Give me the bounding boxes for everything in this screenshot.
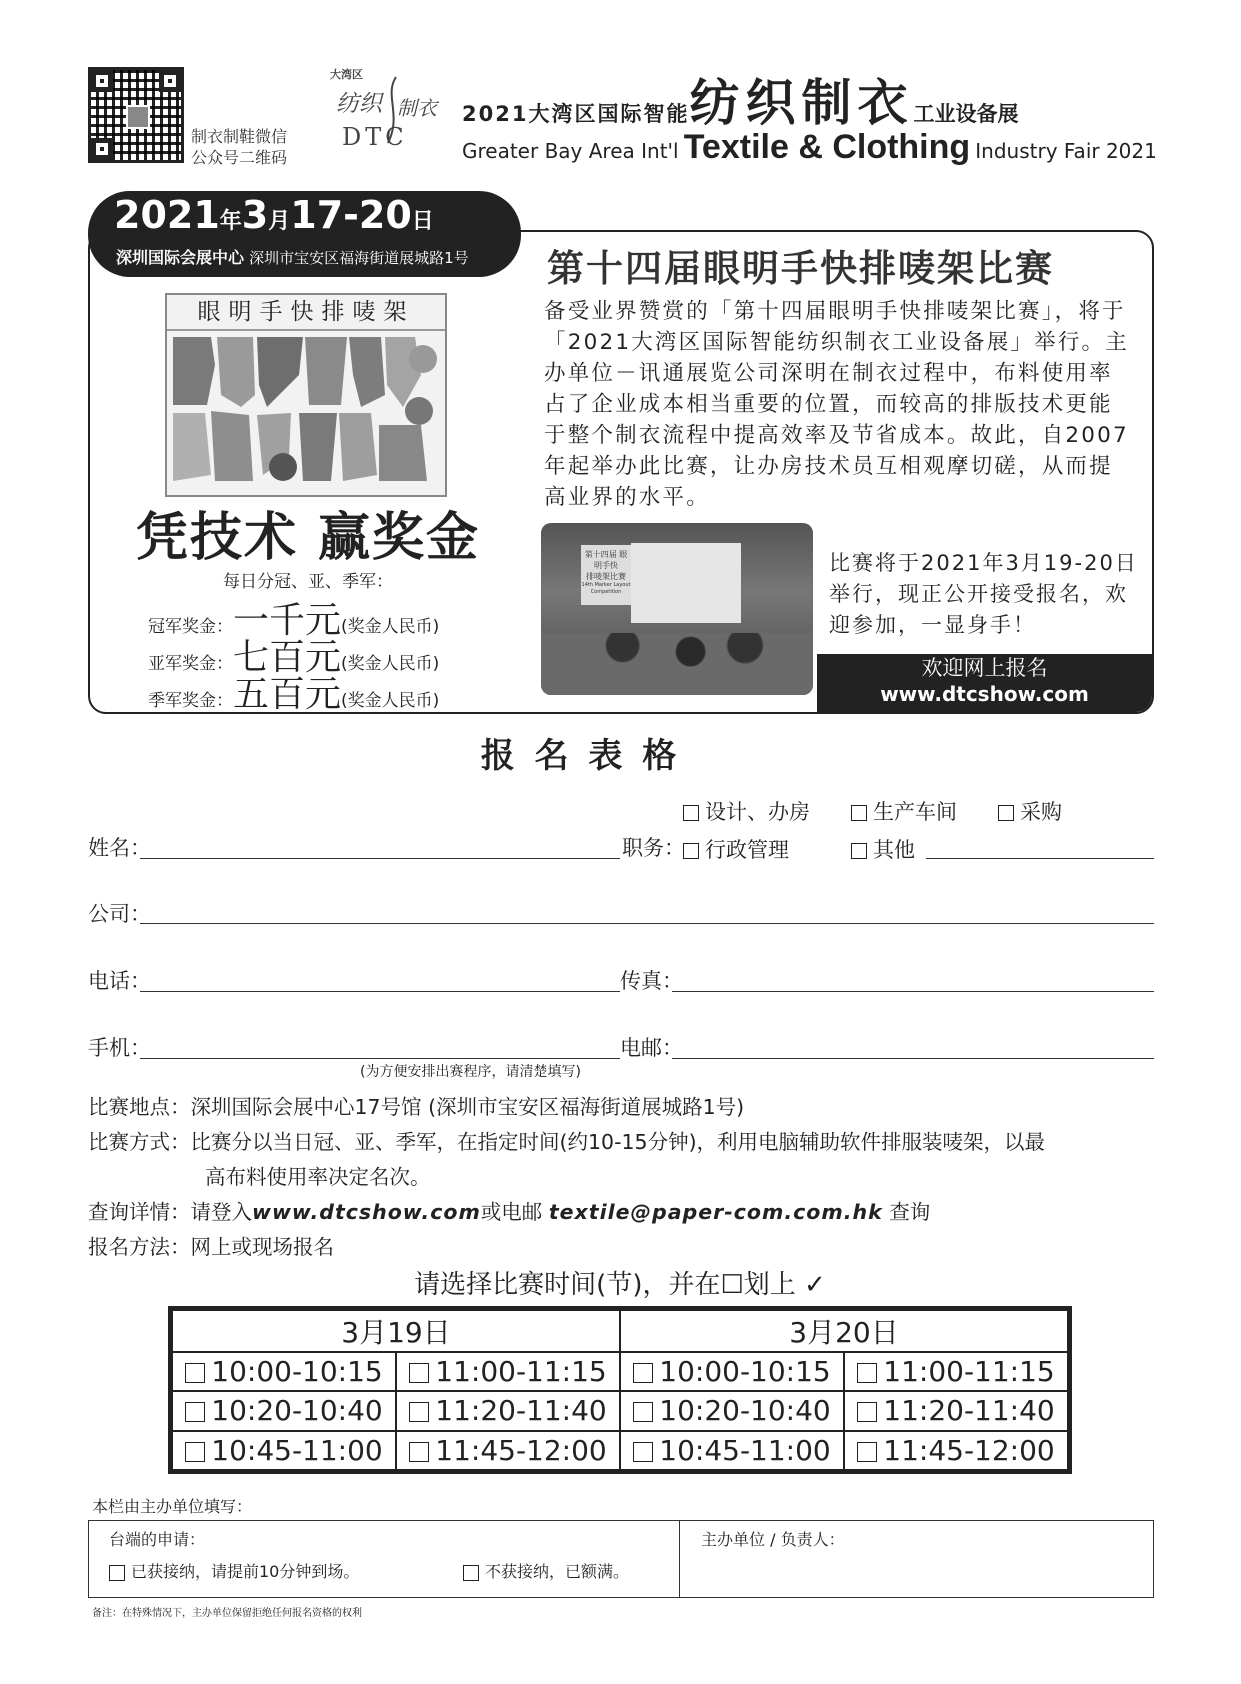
info-method-label: 比赛方式： <box>88 1130 191 1154</box>
slot-time: 10:00-10:15 <box>211 1355 383 1389</box>
dtc-logo <box>330 63 450 163</box>
photo-sign-line3: 14th Marker Layout Competition <box>581 582 631 595</box>
slot-checkbox[interactable] <box>844 1391 1068 1430</box>
slot-time: 10:45-11:00 <box>659 1433 831 1467</box>
logo-top-text: 大湾区 <box>330 68 363 81</box>
prize-list <box>148 592 440 715</box>
info-method <box>88 1125 1045 1160</box>
slot-checkbox[interactable] <box>844 1431 1068 1470</box>
slot-time: 10:20-10:40 <box>211 1394 383 1428</box>
rejected-label: 不获接纳，已额满。 <box>485 1562 630 1581</box>
title-en-suffix: Industry Fair 2021 <box>975 139 1157 163</box>
option-other-label: 其他 <box>873 838 915 862</box>
slot-time: 10:45-11:00 <box>211 1433 383 1467</box>
slot-checkbox[interactable] <box>396 1391 620 1430</box>
prize-note: (奖金人民币) <box>341 617 440 637</box>
other-position-field[interactable] <box>926 858 1154 859</box>
pattern-pieces-icon <box>171 335 439 483</box>
option-purchasing-checkbox[interactable] <box>998 796 1062 826</box>
daily-prize-note: 每日分冠、亚、季军： <box>223 572 393 592</box>
email-field[interactable] <box>672 1058 1154 1059</box>
fax-label: 传真： <box>620 969 683 993</box>
date-day-unit: 日 <box>411 209 434 234</box>
info-enquiry-mid: 或电邮 <box>480 1200 549 1224</box>
wechat-qr-code <box>88 67 184 163</box>
logo-cn1: 纺织 <box>336 91 382 117</box>
phone-field[interactable] <box>140 991 620 992</box>
schedule-instruction: 请选择比赛时间(节)，并在☐划上 ✓ <box>414 1270 826 1300</box>
fair-title-cn <box>462 73 1019 132</box>
info-enquiry-label: 查询详情： <box>88 1200 191 1224</box>
prize-amount: 五百元 <box>233 674 342 715</box>
audience <box>541 633 813 695</box>
fair-title-en <box>462 128 1157 167</box>
title-cn-suffix: 工业设备展 <box>913 102 1019 126</box>
date-days: 17-20 <box>290 193 412 237</box>
slogan: 凭技术 赢奖金 <box>135 508 481 568</box>
slot-time: 11:00-11:15 <box>435 1355 607 1389</box>
info-enquiry-pre: 请登入 <box>190 1200 252 1224</box>
option-admin-checkbox[interactable] <box>683 838 789 862</box>
prize-note: (奖金人民币) <box>341 654 440 674</box>
qr-caption <box>191 126 287 168</box>
slot-time: 11:45-12:00 <box>435 1433 607 1467</box>
prize-label: 季军奖金： <box>148 691 233 711</box>
slot-checkbox[interactable] <box>396 1431 620 1470</box>
title-en-prefix: Greater Bay Area Int'l <box>462 139 679 163</box>
contest-announcement: 比赛将于2021年3月19-20日举行，现正公开接受报名，欢迎参加，一显身手！ <box>829 551 1138 637</box>
logo-en: DTC <box>342 123 408 151</box>
office-divider <box>679 1521 680 1597</box>
slot-checkbox[interactable] <box>396 1352 620 1391</box>
info-enquiry-post: 查询 <box>882 1200 931 1224</box>
logo-cn2: 制衣 <box>397 96 437 120</box>
info-signup-value: 网上或现场报名 <box>190 1235 334 1259</box>
accepted-label: 已获接纳，请提前10分钟到场。 <box>131 1562 360 1581</box>
slot-time: 10:20-10:40 <box>659 1394 831 1428</box>
slot-time: 11:00-11:15 <box>883 1355 1055 1389</box>
fax-field[interactable] <box>672 991 1154 992</box>
slot-checkbox[interactable] <box>172 1431 396 1470</box>
mobile-field[interactable] <box>140 1058 620 1059</box>
slot-checkbox[interactable] <box>172 1391 396 1430</box>
enquiry-email-link[interactable]: textile@paper-com.com.hk <box>548 1200 883 1224</box>
marker-layout-illustration <box>165 293 447 497</box>
slot-time: 11:20-11:40 <box>435 1394 607 1428</box>
option-purchasing-label: 采购 <box>1020 800 1062 824</box>
form-title <box>0 728 1241 777</box>
info-method-value-1: 比赛分以当日冠、亚、季军，在指定时间(约10-15分钟)，利用电脑辅助软件排服装唛架，以最 <box>190 1130 1046 1154</box>
info-section <box>88 1090 1045 1265</box>
contest-description: 备受业界赞赏的「第十四届眼明手快排唛架比赛」，将于「2021大湾区国际智能纺织制衣工业设备展」举行。主办单位－讯通展览公司深明在制衣过程中，布料使用率占了企业成本相当重要的位置，而较高的排版技术更能于整个制衣流程中提高效率及节省成本。故此，自2007年起举办此比赛，让办房技术员互相观摩切磋，从而提高业界的水平。 <box>544 299 1129 510</box>
name-label: 姓名： <box>88 836 151 860</box>
slot-checkbox[interactable] <box>620 1391 844 1430</box>
office-use-box <box>88 1520 1154 1598</box>
date-month-unit: 月 <box>268 209 291 234</box>
photo-sign-line1: 第十四届 眼明手快 <box>584 550 628 570</box>
title-en-big: Textile & Clothing <box>683 128 971 166</box>
position-options-row1 <box>683 796 1062 826</box>
signup-url-link[interactable]: www.dtcshow.com <box>880 682 1089 706</box>
projection-screen <box>631 543 741 623</box>
contest-title: 第十四届眼明手快排唛架比赛 <box>547 247 1054 290</box>
event-date <box>114 193 434 237</box>
company-label: 公司： <box>88 902 151 926</box>
slot-time: 10:00-10:15 <box>659 1355 831 1389</box>
phone-label: 电话： <box>88 969 151 993</box>
option-other-checkbox[interactable] <box>851 834 915 864</box>
prize-note: (奖金人民币) <box>341 691 440 711</box>
info-signup <box>88 1230 1045 1265</box>
form-title-text: 报 名 表 格 <box>480 736 681 776</box>
info-venue <box>88 1090 1045 1125</box>
photo-sign-line2: 排唛架比赛 <box>586 572 626 581</box>
online-signup-bar <box>817 654 1152 712</box>
option-design-label: 设计、办房 <box>705 800 810 824</box>
organizer-label: 主办单位 / 负责人： <box>701 1530 845 1549</box>
slot-time: 11:20-11:40 <box>883 1394 1055 1428</box>
title-cn-prefix: 2021大湾区国际智能 <box>462 102 690 126</box>
date-pill <box>88 191 521 277</box>
accepted-checkbox[interactable] <box>109 1559 359 1582</box>
day-header-0319: 3月19日 <box>172 1310 620 1352</box>
option-production-label: 生产车间 <box>873 800 957 824</box>
slot-checkbox[interactable] <box>620 1352 844 1391</box>
prize-row-third <box>148 666 440 715</box>
name-field[interactable] <box>140 858 620 859</box>
info-venue-value: 深圳国际会展中心17号馆 (深圳市宝安区福海街道展城路1号) <box>190 1095 745 1119</box>
contest-photo <box>541 523 813 695</box>
slot-checkbox[interactable] <box>172 1352 396 1391</box>
prize-row-champion <box>148 592 440 641</box>
option-production-checkbox[interactable] <box>851 796 957 826</box>
booth-label: 台端的申请： <box>109 1530 206 1549</box>
schedule-table <box>168 1306 1072 1474</box>
slot-checkbox[interactable] <box>620 1431 844 1470</box>
position-options-row2 <box>683 834 915 864</box>
event-venue <box>116 245 469 268</box>
office-header: 本栏由主办单位填写： <box>92 1497 253 1516</box>
option-design-checkbox[interactable] <box>683 800 810 824</box>
online-signup-label: 欢迎网上报名 <box>921 656 1048 680</box>
prize-label: 冠军奖金： <box>148 617 233 637</box>
date-month: 3 <box>241 193 269 237</box>
prize-row-runnerup <box>148 629 440 678</box>
rejected-checkbox[interactable] <box>463 1559 629 1582</box>
mobile-label: 手机： <box>88 1036 151 1060</box>
enquiry-website-link[interactable]: www.dtcshow.com <box>252 1200 481 1224</box>
date-year-unit: 年 <box>219 209 242 234</box>
option-admin-label: 行政管理 <box>705 838 789 862</box>
photo-sign <box>581 545 631 605</box>
info-venue-label: 比赛地点： <box>88 1095 191 1119</box>
qr-caption-line2: 公众号二维码 <box>191 148 288 167</box>
mobile-note: (为方便安排出赛程序，请清楚填写) <box>360 1064 581 1080</box>
venue-address: 深圳市宝安区福海街道展城路1号 <box>249 249 469 267</box>
prize-label: 亚军奖金： <box>148 654 233 674</box>
prize-amount: 一千元 <box>233 600 342 641</box>
qr-caption-line1: 制衣制鞋微信 <box>191 127 288 146</box>
info-method-cont: 高布料使用率决定名次。 <box>205 1165 431 1189</box>
footnote: 备注：在特殊情况下，主办单位保留拒绝任何报名资格的权利 <box>92 1608 362 1619</box>
prize-amount: 七百元 <box>233 637 342 678</box>
logo-swoosh-icon <box>382 75 402 145</box>
email-label: 电邮： <box>620 1036 683 1060</box>
company-field[interactable] <box>140 923 1154 924</box>
venue-name: 深圳国际会展中心 <box>116 248 245 267</box>
position-label: 职务： <box>622 836 685 860</box>
title-cn-big: 纺织制衣 <box>689 73 914 132</box>
info-signup-label: 报名方法： <box>88 1235 191 1259</box>
slot-checkbox[interactable] <box>844 1352 1068 1391</box>
pattern-title: 眼明手快排唛架 <box>167 295 445 331</box>
info-enquiry <box>88 1195 1045 1230</box>
date-year: 2021 <box>114 193 220 237</box>
day-header-0320: 3月20日 <box>620 1310 1068 1352</box>
slot-time: 11:45-12:00 <box>883 1433 1055 1467</box>
